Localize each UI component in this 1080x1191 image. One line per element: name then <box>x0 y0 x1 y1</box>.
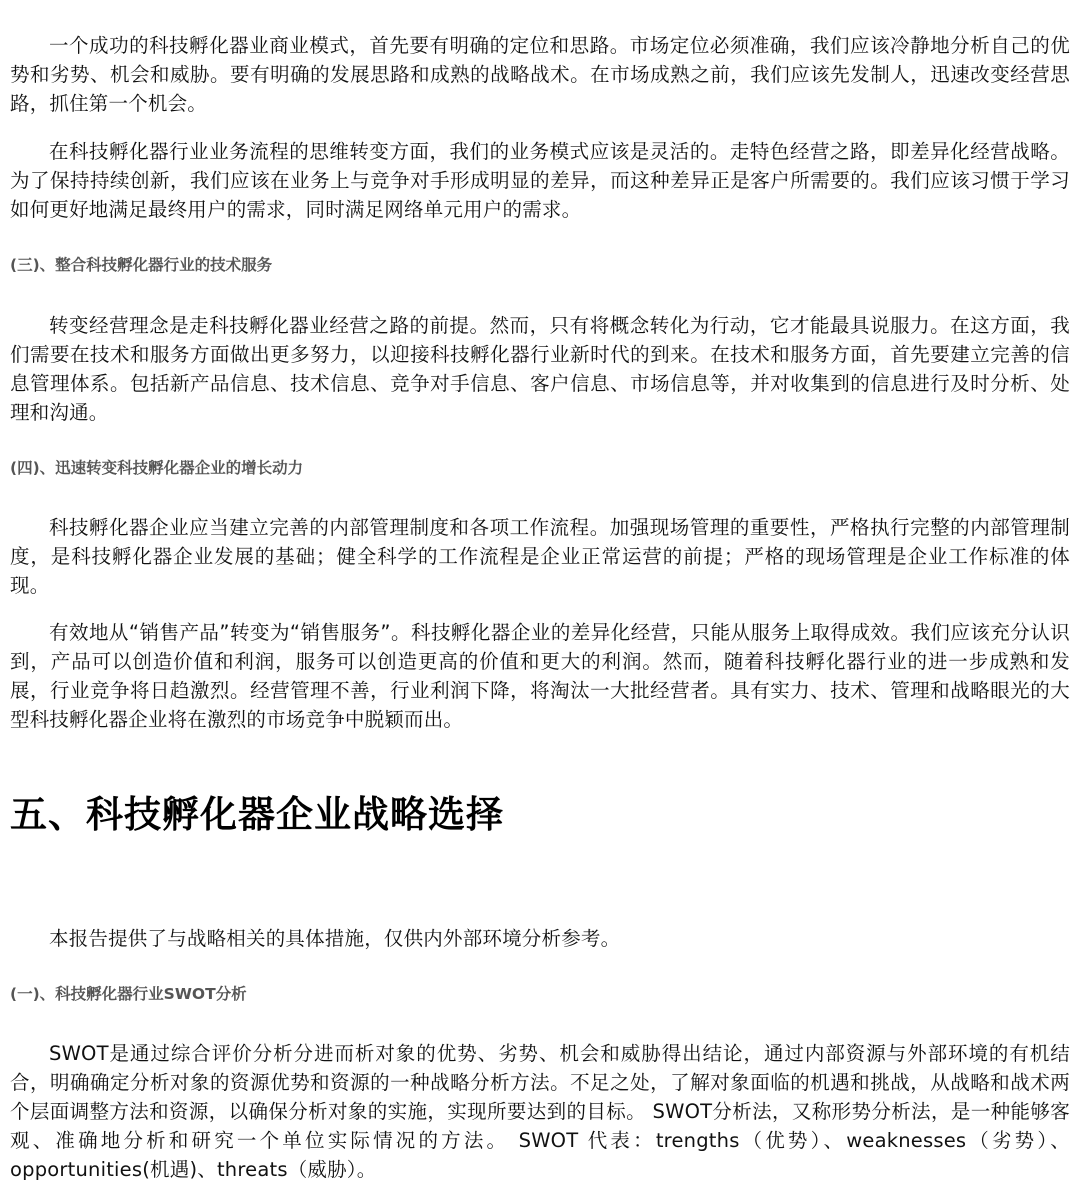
paragraph-report-intro: 本报告提供了与战略相关的具体措施，仅供内外部环境分析参考。 <box>49 927 621 950</box>
paragraph-swot: SWOT是通过综合评价分析分进而析对象的优势、劣势、机会和威胁得出结论，通过内部资源与外部环境的有机结合，明确确定分析对象的资源优势和资源的一种战略分析方法。不足之处，了解对象面临的机遇和挑战，从战略和战术两个层面调整方法和资源，以确保分析对象的实施，实现所要达到的目标。 SWOT分析法，又称形势分析法，是一种能够客观、准确地分析和研究一个单位实际情况的方法。 SWOT 代表：trengths（优势）、weaknesses（劣势）、opportunities(机遇)、threats（威胁）。 <box>10 1042 1070 1181</box>
paragraph-internal-management: 科技孵化器企业应当建立完善的内部管理制度和各项工作流程。加强现场管理的重要性，严格执行完整的内部管理制度，是科技孵化器企业发展的基础；健全科学的工作流程是企业正常运营的前提；严格的现场管理是企业工作标准的体现。 <box>10 516 1070 597</box>
paragraph-business-model: 在科技孵化器行业业务流程的思维转变方面，我们的业务模式应该是灵活的。走特色经营之路，即差异化经营战略。为了保持持续创新，我们应该在业务上与竞争对手形成明显的差异，而这种差异正是客户所需要的。我们应该习惯于学习如何更好地满足最终用户的需求，同时满足网络单元用户的需求。 <box>10 140 1070 221</box>
paragraph-sales-service: 有效地从“销售产品”转变为“销售服务”。科技孵化器企业的差异化经营，只能从服务上取得成效。我们应该充分认识到，产品可以创造价值和利润，服务可以创造更高的价值和更大的利润。然而，随着科技孵化器行业的进一步成熟和发展，行业竞争将日趋激烈。经营管理不善，行业利润下降，将淘汰一大批经营者。具有实力、技术、管理和战略眼光的大型科技孵化器企业将在激烈的市场竞争中脱颖而出。 <box>10 621 1070 731</box>
paragraph-positioning: 一个成功的科技孵化器业商业模式，首先要有明确的定位和思路。市场定位必须准确，我们应该冷静地分析自己的优势和劣势、机会和威胁。要有明确的发展思路和成熟的战略战术。在市场成熟之前，我们应该先发制人，迅速改变经营思路，抓住第一个机会。 <box>10 34 1070 115</box>
subheading-growth-drive: (四)、迅速转变科技孵化器企业的增长动力 <box>10 459 304 477</box>
section-title-strategy: 五、科技孵化器企业战略选择 <box>10 793 504 836</box>
subheading-swot: (一)、科技孵化器行业SWOT分析 <box>10 985 247 1003</box>
paragraph-business-philosophy: 转变经营理念是走科技孵化器业经营之路的前提。然而，只有将概念转化为行动，它才能最具说服力。在这方面，我们需要在技术和服务方面做出更多努力，以迎接科技孵化器行业新时代的到来。在技术和服务方面，首先要建立完善的信息管理体系。包括新产品信息、技术信息、竞争对手信息、客户信息、市场信息等，并对收集到的信息进行及时分析、处理和沟通。 <box>10 314 1070 424</box>
subheading-tech-service: (三)、整合科技孵化器行业的技术服务 <box>10 256 273 274</box>
